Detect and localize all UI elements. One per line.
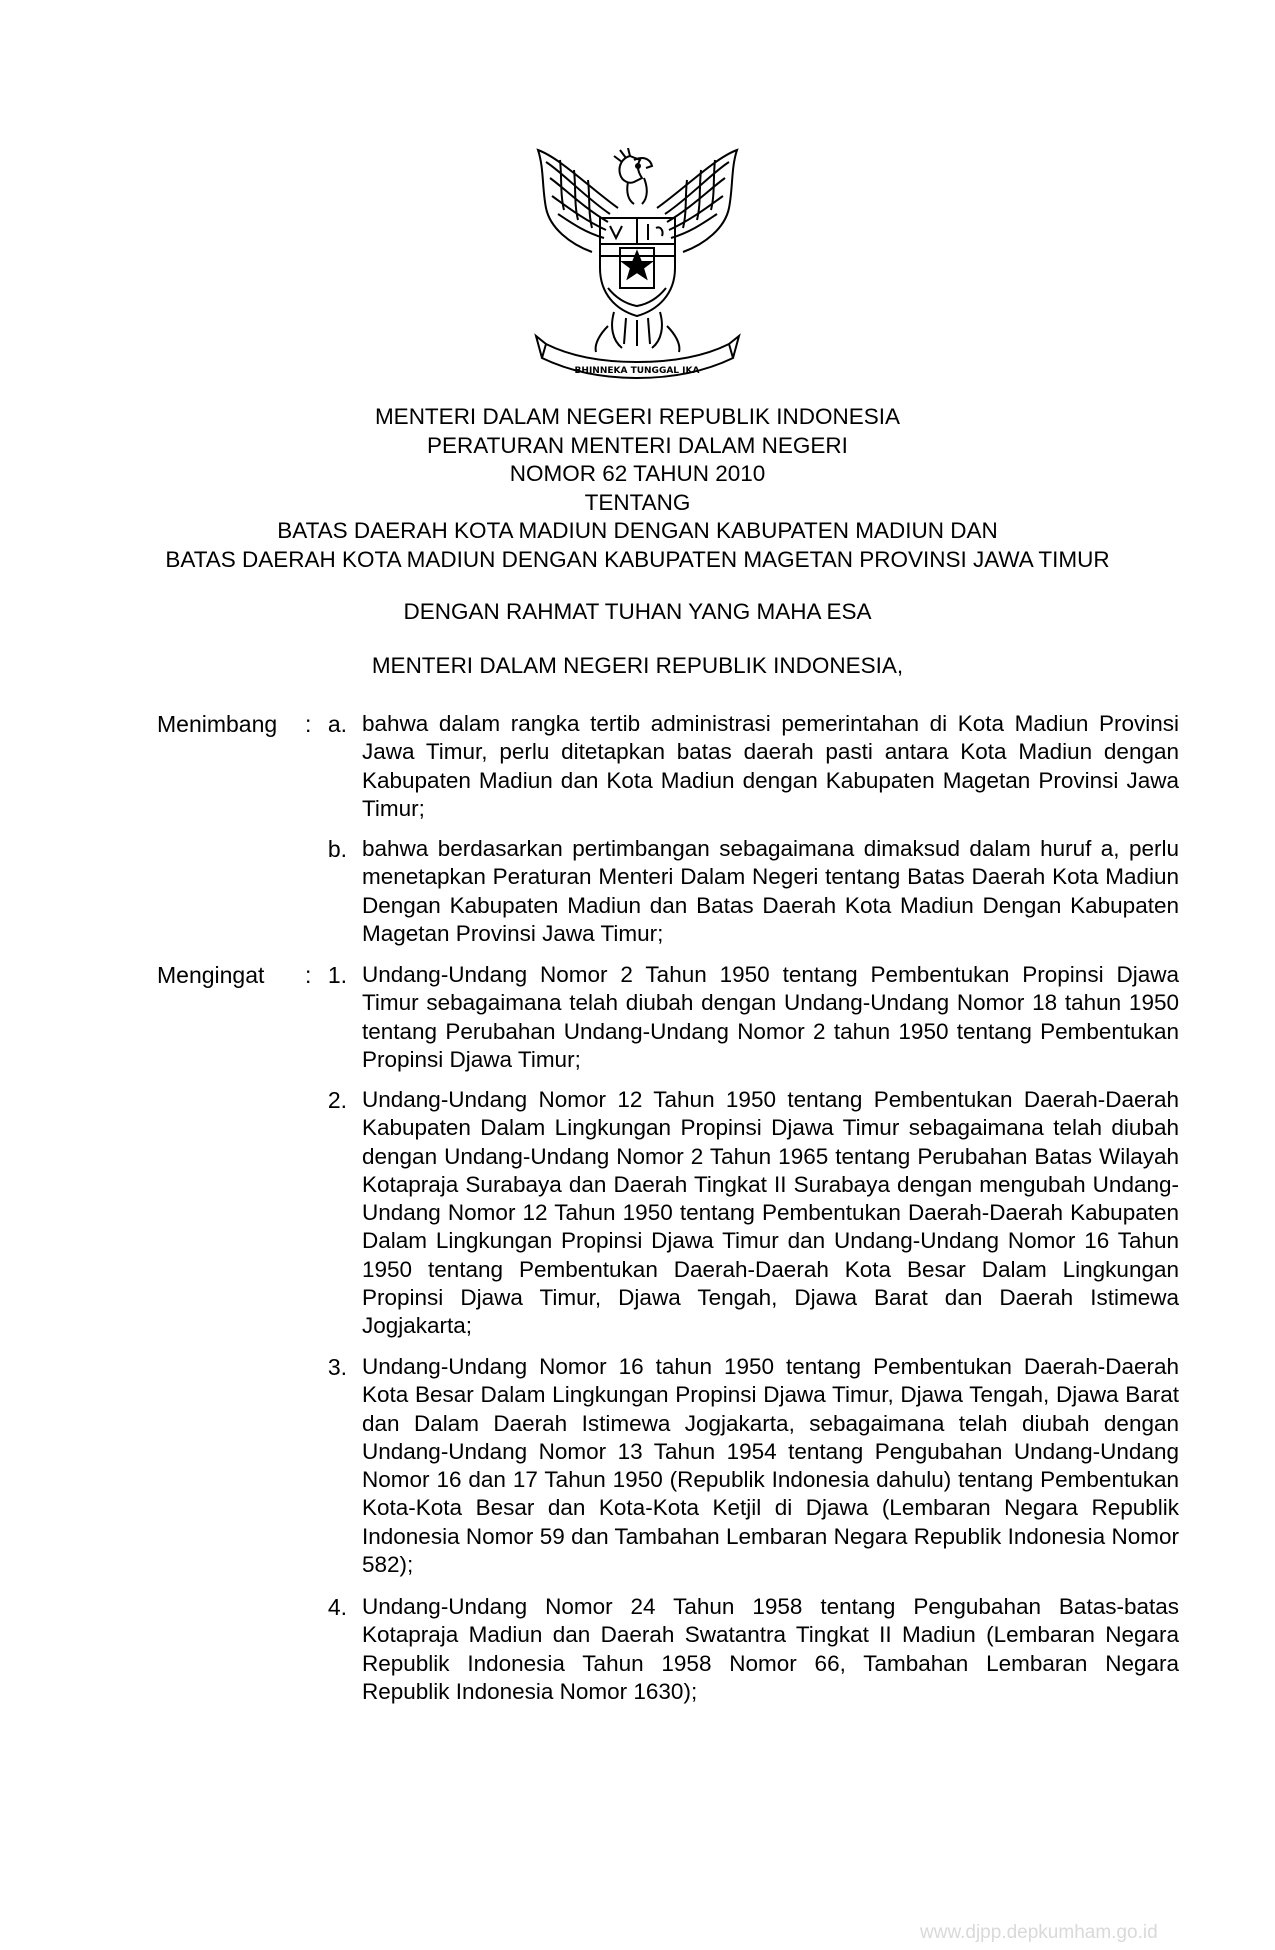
document-title-block (0, 403, 1275, 574)
title-line-subject-2: BATAS DAERAH KOTA MADIUN DENGAN KABUPATEN MAGETAN PROVINSI JAWA TIMUR (165, 546, 1110, 572)
mengingat-marker-4: 4. (327, 1594, 347, 1620)
menimbang-marker-a: a. (327, 711, 347, 737)
title-line-regulation: PERATURAN MENTERI DALAM NEGERI (427, 432, 848, 458)
mengingat-colon: : (305, 962, 312, 988)
svg-text:BHINNEKA TUNGGAL IKA: BHINNEKA TUNGGAL IKA (574, 366, 700, 376)
mengingat-marker-3: 3. (327, 1354, 347, 1380)
title-line-subject-1: BATAS DAERAH KOTA MADIUN DENGAN KABUPATEN MADIUN DAN (277, 518, 998, 543)
title-line-tentang: TENTANG (584, 489, 691, 515)
menimbang-item-a: bahwa dalam rangka tertib administrasi pemerintahan di Kota Madiun Provinsi Jawa Timur, perlu ditetapkan batas daerah pasti antara Kota Madiun dengan Kabupaten Madiun dan Kota Madiun dengan Kabupaten Magetan Provinsi Jawa Timur; (362, 711, 1179, 821)
mengingat-item-1: Undang-Undang Nomor 2 Tahun 1950 tentang Pembentukan Propinsi Djawa Timur sebagaimana telah diubah dengan Undang-Undang Nomor 18 tahun 1950 tentang Perubahan Undang-Undang Nomor 2 tahun 1950 tentang Pembentukan Propinsi Djawa Timur; (362, 962, 1179, 1072)
blessing-line: DENGAN RAHMAT TUHAN YANG MAHA ESA (403, 599, 872, 624)
mengingat-marker-2: 2. (327, 1087, 347, 1113)
watermark-url: www.djpp.depkumham.go.id (920, 1922, 1158, 1943)
garuda-emblem-icon (530, 148, 745, 380)
title-line-ministry: MENTERI DALAM NEGERI REPUBLIK INDONESIA (374, 404, 901, 429)
menimbang-colon: : (305, 711, 312, 737)
mengingat-item-2: Undang-Undang Nomor 12 Tahun 1950 tentang Pembentukan Daerah-Daerah Kabupaten Dalam Lingkungan Propinsi Djawa Timur sebagaimana telah diubah dengan Undang-Undang Nomor 2 Tahun 1965 tentang Perubahan Batas Wilayah Kotapraja Surabaya dan Daerah Tingkat II Surabaya dengan mengubah Undang-Undang Nomor 12 Tahun 1950 tentang Pembentukan Daerah-Daerah Kabupaten Dalam Lingkungan Propinsi Djawa Timur dan Undang-Undang Nomor 16 Tahun 1950 tentang Pembentukan Daerah-Daerah Kota Besar Dalam Lingkungan Propinsi Djawa Timur, Djawa Tengah, Djawa Barat dan Daerah Istimewa Jogjakarta; (362, 1087, 1179, 1339)
title-line-number: NOMOR 62 TAHUN 2010 (509, 461, 766, 486)
mengingat-label: Mengingat (157, 962, 265, 988)
menimbang-label: Menimbang (157, 711, 278, 737)
menimbang-marker-b: b. (327, 836, 347, 862)
mengingat-item-3: Undang-Undang Nomor 16 tahun 1950 tentang Pembentukan Daerah-Daerah Kota Besar Dalam Lingkungan Propinsi Djawa Timur, Djawa Tengah, Djawa Barat dan Dalam Daerah Istimewa Jogjakarta, sebagaimana telah diubah dengan Undang-Undang Nomor 13 Tahun 1954 tentang Pengubahan Undang-Undang Nomor 16 dan 17 Tahun 1950 (Republik Indonesia dahulu) tentang Pembentukan Kota-Kota Besar dan Kota-Kota Ketjil di Djawa (Lembaran Negara Republik Indonesia Nomor 59 dan Tambahan Lembaran Negara Republik Indonesia Nomor 582); (362, 1354, 1179, 1578)
authority-line: MENTERI DALAM NEGERI REPUBLIK INDONESIA, (371, 653, 904, 678)
mengingat-item-4: Undang-Undang Nomor 24 Tahun 1958 tentang Pengubahan Batas-batas Kotapraja Madiun dan Daerah Swatantra Tingkat II Madiun (Lembaran Negara Republik Indonesia Tahun 1958 Nomor 66, Tambahan Lembaran Negara Republik Indonesia Nomor 1630); (362, 1594, 1179, 1704)
mengingat-marker-1: 1. (327, 962, 347, 988)
menimbang-item-b: bahwa berdasarkan pertimbangan sebagaimana dimaksud dalam huruf a, perlu menetapkan Peraturan Menteri Dalam Negeri tentang Batas Daerah Kota Madiun Dengan Kabupaten Madiun dan Batas Daerah Kota Madiun Dengan Kabupaten Magetan Provinsi Jawa Timur; (362, 836, 1179, 946)
